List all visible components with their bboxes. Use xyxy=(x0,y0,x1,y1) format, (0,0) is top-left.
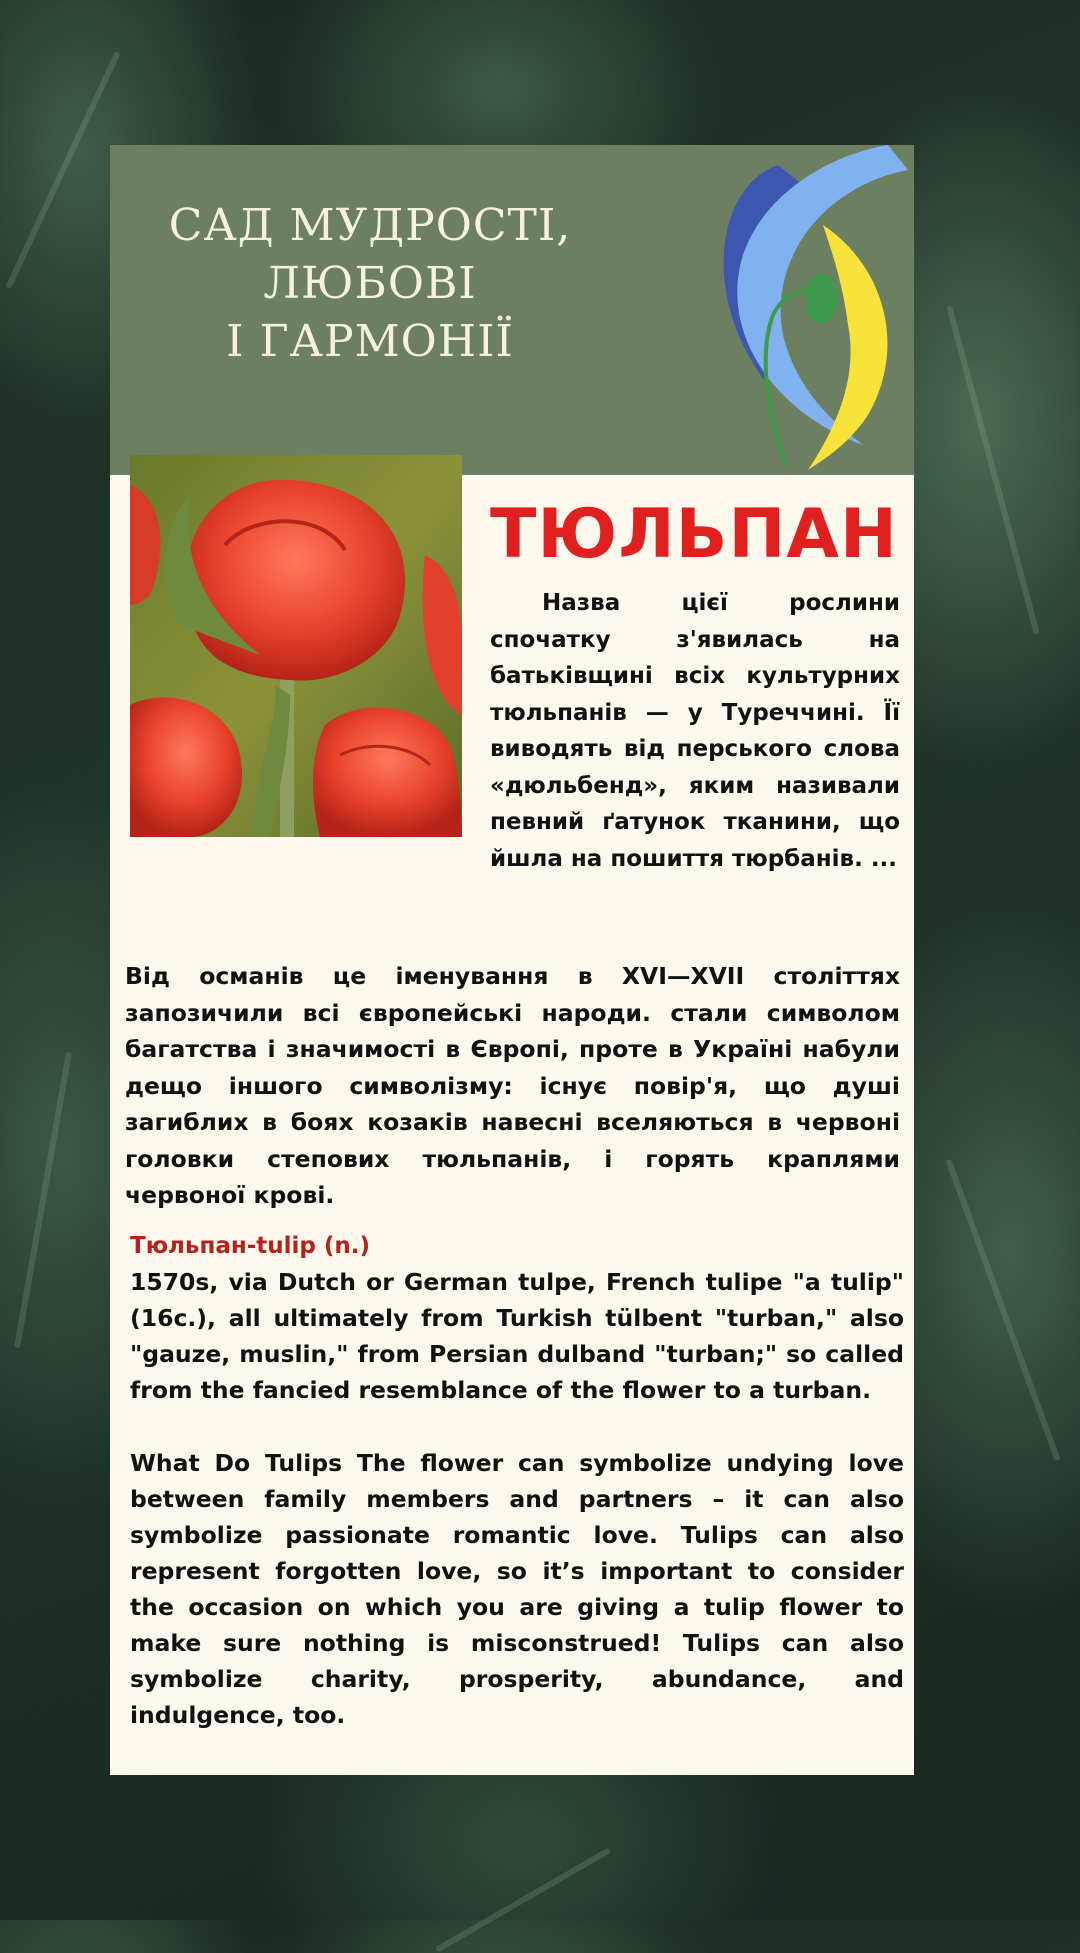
info-card xyxy=(110,145,914,1775)
background-leaf-vein xyxy=(945,1159,1060,1462)
background-leaf-vein xyxy=(5,51,120,289)
article-heading: ТЮЛЬПАН xyxy=(490,495,898,574)
page-title xyxy=(130,197,610,371)
title-line: ЛЮБОВІ xyxy=(263,258,477,309)
etymology-paragraph: 1570s, via Dutch or German tulpe, French tulipe "a tulip" (16c.), all ultimately from Turkish tülbent "turban," also "gauze, muslin," from Persian dulband "turban;" so called from the fancied resemblance of the flower to a turban. xyxy=(130,1268,904,1404)
title-line: І ГАРМОНІЇ xyxy=(226,316,514,367)
etymology-title: Тюльпан-tulip (n.) xyxy=(130,1233,371,1259)
header-banner xyxy=(110,145,914,475)
symbolism-paragraph: What Do Tulips The flower can symbolize undying love between family members and partners – it can also symbolize passionate romantic love. Tulips can also represent forgotten love, so it’s important to consider the occasion on which you are giving a tulip flower to make sure nothing is misconstrued! Tulips can also symbolize charity, prosperity, abundance, and indulgence, too. xyxy=(130,1449,904,1729)
title-line: САД МУДРОСТІ, xyxy=(168,200,572,251)
tulip-logo-icon xyxy=(708,145,914,475)
background-leaf-vein xyxy=(435,1847,611,1952)
history-paragraph: Від османів це іменування в XVI—XVII століттях запозичили всі європейські народи. стали символом багатства і значимості в Європі, проте в Україні набули дещо іншого символізму: існує повір'я, що душі загиблих в боях козаків навесні вселяються в червоні головки степових тюльпанів, і горять краплями червоної крові. xyxy=(125,962,900,1209)
background-leaf-vein xyxy=(946,305,1040,635)
background-leaf-vein xyxy=(14,1052,72,1348)
tulip-photo xyxy=(130,455,462,837)
intro-paragraph: Назва цієї рослини спочатку з'явилась на батьківщині всіх культурних тюльпанів — у Туреччині. Її виводять від перського слова «дюльбенд», яким називали певний ґатунок тканини, що йшла на пошиття тюрбанів. ... xyxy=(490,590,900,872)
